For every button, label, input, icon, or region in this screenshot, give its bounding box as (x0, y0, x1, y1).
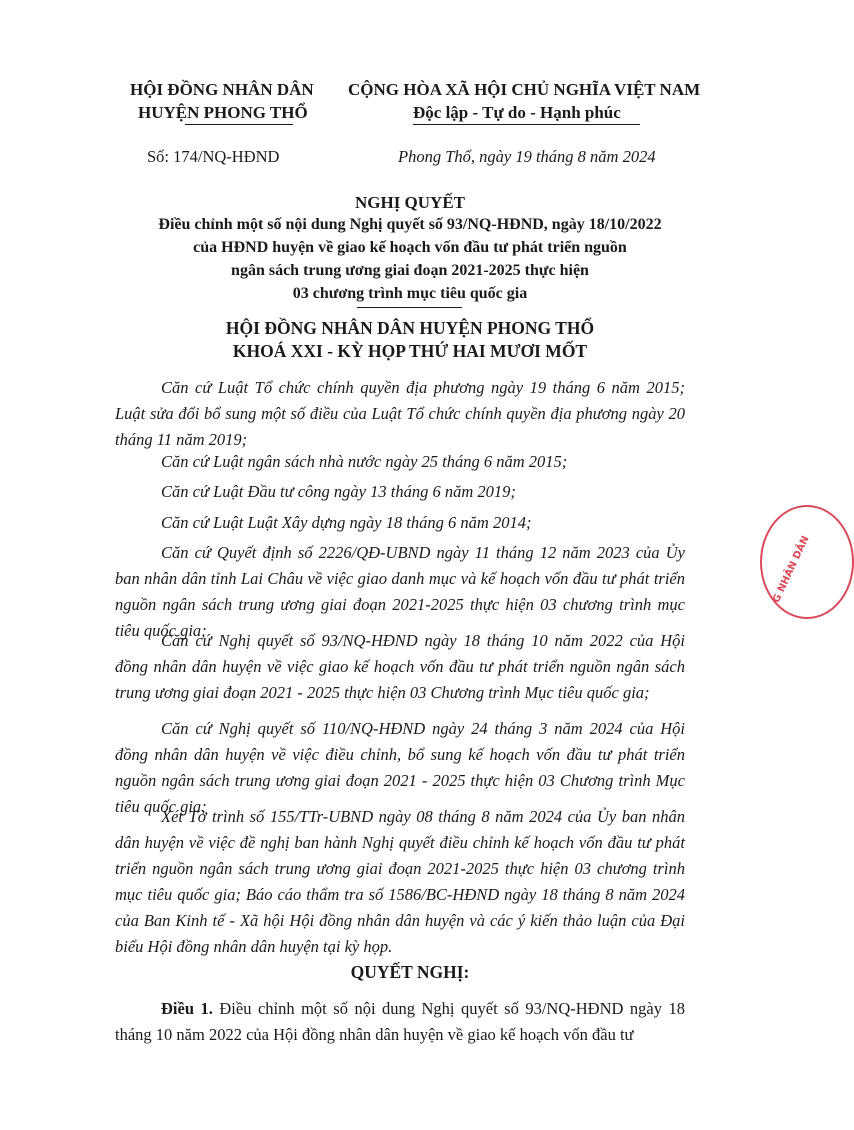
legal-basis-paragraph: Căn cứ Luật Đầu tư công ngày 13 tháng 6 năm 2019; (161, 482, 516, 501)
issuer-underline (185, 124, 293, 125)
decision-heading: QUYẾT NGHỊ: (350, 962, 470, 982)
title-line-1: Điều chỉnh một số nội dung Nghị quyết số 93/NQ-HĐND, ngày 18/10/2022 (158, 216, 662, 233)
title-line-2: của HĐND huyện về giao kế hoạch vốn đầu tư phát triển nguồn (193, 239, 627, 256)
official-seal-text: G NHÂN DÂN (771, 534, 812, 605)
council-name: HỘI ĐỒNG NHÂN DÂN HUYỆN PHONG THỔ (225, 318, 595, 338)
legal-basis-paragraph: Căn cứ Nghị quyết số 93/NQ-HĐND ngày 18 tháng 10 năm 2022 của Hội đồng nhân dân huyện về việc giao kế hoạch vốn đầu tư phát triển nguồn ngân sách trung ương giai đoạn 2021 - 2025 thực hiện 03 Chương trình Mục tiêu quốc gia; (115, 631, 685, 702)
article-1 (115, 996, 685, 1048)
title-underline (357, 307, 462, 308)
document-type: NGHỊ QUYẾT (354, 193, 466, 212)
title-line-4: 03 chương trình mục tiêu quốc gia (292, 285, 528, 302)
legal-basis-paragraph: Căn cứ Luật ngân sách nhà nước ngày 25 tháng 6 năm 2015; (161, 452, 568, 471)
legal-basis-paragraph: Căn cứ Nghị quyết số 110/NQ-HĐND ngày 24 tháng 3 năm 2024 của Hội đồng nhân dân huyện về việc điều chỉnh, bổ sung kế hoạch vốn đầu tư phát triển nguồn ngân sách trung ương giai đoạn 2021 - 2025 thực hiện 03 Chương trình Mục tiêu quốc gia; (115, 719, 685, 816)
article-1-text: Điều chỉnh một số nội dung Nghị quyết số 93/NQ-HĐND ngày 18 tháng 10 năm 2022 của Hội đồng nhân dân huyện về giao kế hoạch vốn đầu tư (115, 999, 685, 1044)
legal-basis-paragraph: Xét Tờ trình số 155/TTr-UBND ngày 08 tháng 8 năm 2024 của Ủy ban nhân dân huyện về việc đề nghị ban hành Nghị quyết điều chỉnh kế hoạch vốn đầu tư phát triển nguồn ngân sách trung ương giai đoạn 2021-2025 thực hiện 03 chương trình mục tiêu quốc gia; Báo cáo thẩm tra số 1586/BC-HĐND ngày 18 tháng 8 năm 2024 của Ban Kinh tế - Xã hội Hội đồng nhân dân huyện và các ý kiến thảo luận của Đại biểu Hội đồng nhân dân huyện tại kỳ họp. (115, 807, 685, 956)
legal-basis-paragraph: Căn cứ Quyết định số 2226/QĐ-UBND ngày 11 tháng 12 năm 2023 của Ủy ban nhân dân tỉnh Lai Châu về việc giao danh mục và kế hoạch vốn đầu tư phát triển nguồn ngân sách trung ương giai đoạn 2021-2025 thực hiện 03 chương trình mục tiêu quốc gia; (115, 543, 685, 640)
title-line-3: ngân sách trung ương giai đoạn 2021-2025 thực hiện (231, 262, 589, 279)
legal-basis-paragraph: Căn cứ Luật Tổ chức chính quyền địa phương ngày 19 tháng 6 năm 2015; Luật sửa đổi bổ sung một số điều của Luật Tổ chức chính quyền địa phương ngày 20 tháng 11 năm 2019; (115, 378, 685, 449)
national-title: CỘNG HÒA XÃ HỘI CHỦ NGHĨA VIỆT NAM (348, 80, 701, 99)
issuer-name: HỘI ĐỒNG NHÂN DÂN (130, 80, 314, 99)
issuer-district: HUYỆN PHONG THỔ (138, 103, 308, 122)
motto-underline (413, 124, 640, 125)
document-number: Số: 174/NQ-HĐND (147, 147, 280, 166)
legal-basis-paragraph: Căn cứ Luật Luật Xây dựng ngày 18 tháng 6 năm 2014; (161, 513, 532, 532)
place-and-date: Phong Thổ, ngày 19 tháng 8 năm 2024 (398, 147, 656, 166)
council-session: KHOÁ XXI - KỲ HỌP THỨ HAI MƯƠI MỐT (232, 341, 588, 361)
article-1-label: Điều 1. (161, 999, 213, 1018)
national-motto: Độc lập - Tự do - Hạnh phúc (413, 103, 621, 122)
